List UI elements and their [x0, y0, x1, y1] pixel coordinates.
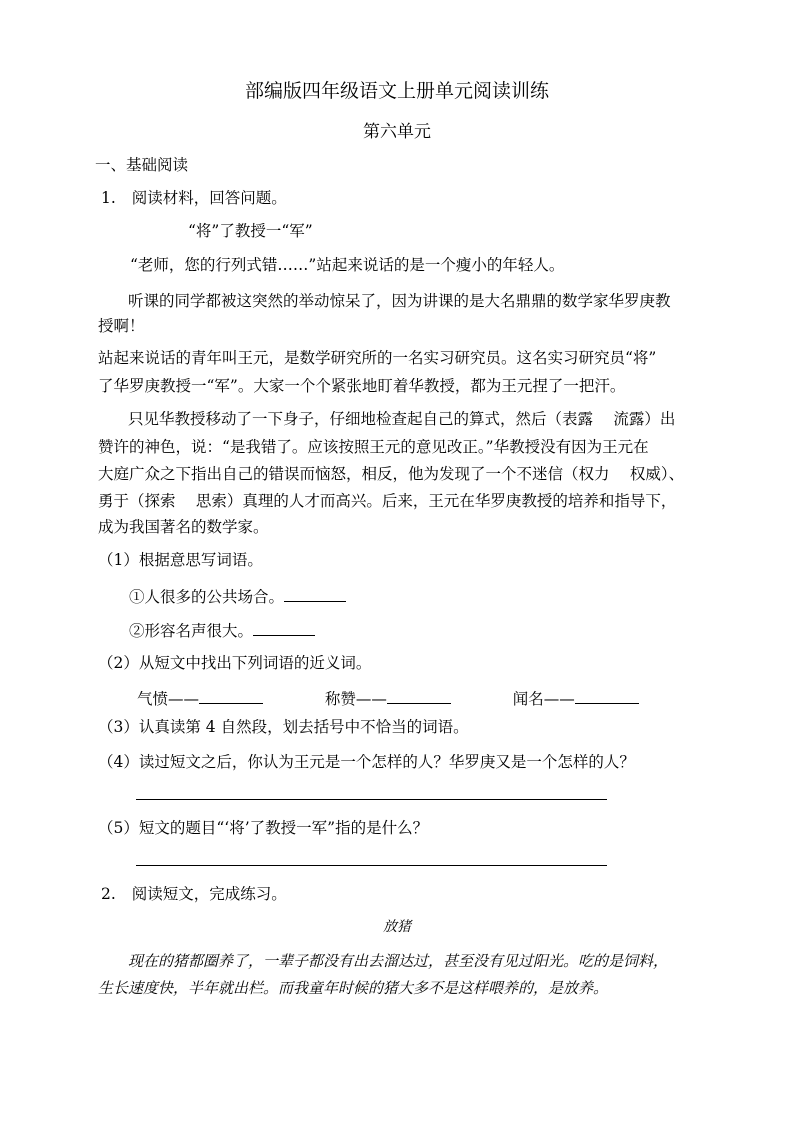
- question-prompt: 阅读短文，完成练习。: [131, 885, 287, 903]
- paragraph-2-line-1: 听课的同学都被这突然的举动惊呆了，因为讲课的是大名鼎鼎的数学家华罗庚教: [128, 292, 671, 310]
- paragraph-4-line-3: 大庭广众之下指出自己的错误而恼怒，相反，他为发现了一个不迷信（权力 权威）、: [98, 465, 685, 483]
- passage-title-2: 放猪: [383, 919, 411, 935]
- paragraph-3-line-1: 站起来说话的青年叫王元，是数学研究所的一名实习研究员。这名实习研究员“将”: [98, 349, 657, 367]
- page-title: 部编版四年级语文上册单元阅读训练: [244, 80, 549, 102]
- sub-question-4: （4）读过短文之后，你认为王元是一个怎样的人？华罗庚又是一个怎样的人？: [98, 753, 635, 771]
- sub-question-5: （5）短文的题目“‘将’了教授一军”指的是什么？: [98, 819, 429, 837]
- synonym-word-1: 气愤——: [137, 690, 200, 708]
- answer-blank[interactable]: [387, 687, 451, 704]
- sub-question-2: （2）从短文中找出下列词语的近义词。: [98, 654, 372, 672]
- unit-title: 第六单元: [363, 122, 431, 142]
- answer-line[interactable]: [136, 799, 607, 800]
- sub-question-1: （1）根据意思写词语。: [98, 551, 263, 569]
- question-number: 2.: [101, 885, 116, 903]
- passage-2-line-1: 现在的猪都圈养了，一辈子都没有出去溜达过，甚至没有见过阳光。吃的是饲料，: [128, 952, 669, 970]
- paragraph-4-line-4: 勇于（探索 思索）真理的人才而高兴。后来，王元在华罗庚教授的培养和指导下，: [98, 492, 677, 510]
- question-1: [101, 188, 287, 208]
- answer-blank[interactable]: [253, 619, 315, 636]
- sub-question-1a-text: ①人很多的公共场合。: [129, 588, 285, 606]
- sub-question-3: （3）认真读第 4 自然段，划去括号中不恰当的词语。: [98, 718, 469, 736]
- paragraph-1: “老师，您的行列式错……”站起来说话的是一个瘦小的年轻人。: [130, 256, 565, 274]
- synonym-word-2: 称赞——: [324, 690, 387, 708]
- paragraph-4-line-5: 成为我国著名的数学家。: [98, 518, 269, 536]
- section-heading: 一、基础阅读: [95, 156, 189, 174]
- question-2: [101, 884, 287, 904]
- paragraph-2-line-2: 授啊！: [98, 317, 145, 335]
- synonym-row: [137, 687, 639, 709]
- paragraph-3-line-2: 了华罗庚教授一“军”。大家一个个紧张地盯着华教授，都为王元捏了一把汗。: [98, 377, 626, 395]
- paragraph-4-line-1: 只见华教授移动了一下身子，仔细地检查起自己的算式，然后（表露 流露）出: [128, 410, 676, 428]
- sub-question-1b: [129, 619, 315, 641]
- paragraph-4-line-2: 赞许的神色，说：“是我错了。应该按照王元的意见改正。”华教授没有因为王元在: [98, 438, 649, 456]
- answer-blank[interactable]: [284, 585, 346, 602]
- sub-question-1b-text: ②形容名声很大。: [129, 622, 254, 640]
- passage-title: “将”了教授一“军”: [188, 222, 313, 240]
- answer-blank[interactable]: [575, 687, 639, 704]
- passage-2-line-2: 生长速度快，半年就出栏。而我童年时候的猪大多不是这样喂养的，是放养。: [98, 979, 609, 997]
- question-number: 1.: [101, 189, 116, 207]
- answer-line[interactable]: [136, 865, 607, 866]
- sub-question-1a: [129, 585, 346, 607]
- answer-blank[interactable]: [199, 687, 263, 704]
- synonym-word-3: 闻名——: [512, 690, 575, 708]
- question-prompt: 阅读材料，回答问题。: [131, 189, 287, 207]
